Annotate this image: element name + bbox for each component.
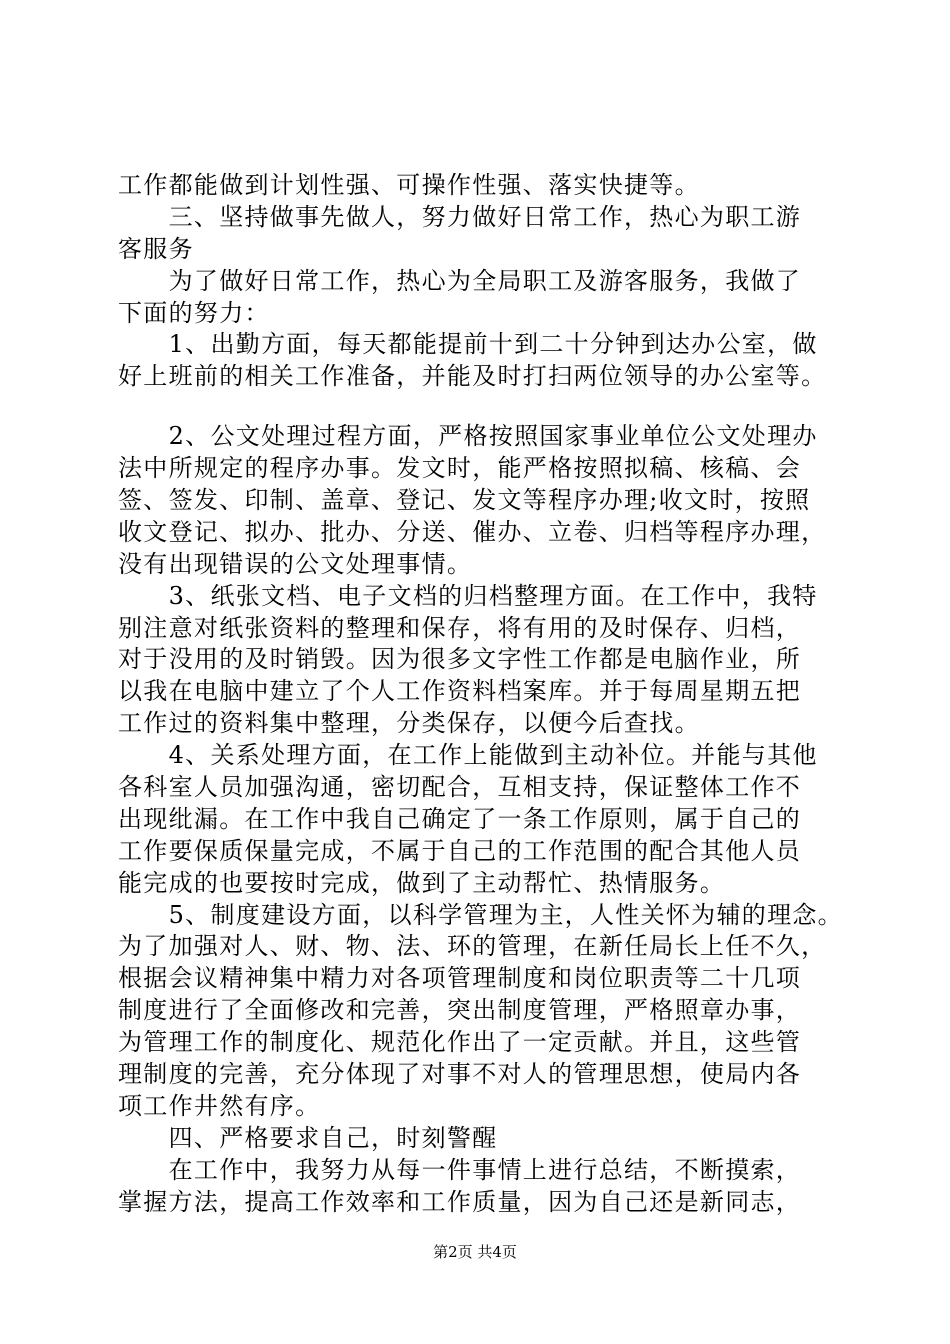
- text-line: 工作要保质保量完成，不属于自己的工作范围的配合其他人员: [118, 836, 802, 865]
- text-line: 5、制度建设方面，以科学管理为主，人性关怀为辅的理念。: [118, 900, 843, 929]
- text-line: 项工作井然有序。: [118, 1091, 321, 1120]
- text-line: 工作都能做到计划性强、可操作性强、落实快捷等。: [118, 171, 700, 199]
- text-line: 掌握方法，提高工作效率和工作质量，因为自己还是新同志，: [118, 1187, 802, 1216]
- text-line: 以我在电脑中建立了个人工作资料档案库。并于每周星期五把: [118, 677, 802, 706]
- text-line: 理制度的完善，充分体现了对事不对人的管理思想，使局内各: [118, 1060, 802, 1089]
- text-line: 为管理工作的制度化、规范化作出了一定贡献。并且，这些管: [118, 1028, 802, 1057]
- text-line: 3、纸张文档、电子文档的归档整理方面。在工作中，我特: [118, 581, 818, 610]
- text-line: 在工作中，我努力从每一件事情上进行总结，不断摸索，: [118, 1155, 802, 1184]
- section-heading: 三、坚持做事先做人，努力做好日常工作，热心为职工游: [118, 202, 802, 231]
- document-body: [118, 170, 848, 1219]
- page-number-footer: 第2页 共4页: [433, 1243, 517, 1261]
- text-line: 法中所规定的程序办事。发文时，能严格按照拟稿、核稿、会: [118, 454, 802, 483]
- text-line: 为了做好日常工作，热心为全局职工及游客服务，我做了: [118, 266, 802, 295]
- text-line: 4、关系处理方面，在工作上能做到主动补位。并能与其他: [118, 741, 818, 770]
- text-line: 为了加强对人、财、物、法、环的管理，在新任局长上任不久，: [118, 932, 827, 961]
- section-heading: 客服务: [118, 234, 194, 263]
- section-heading: 四、严格要求自己，时刻警醒: [118, 1123, 498, 1152]
- text-line: 签、签发、印制、盖章、登记、发文等程序办理;收文时，按照: [118, 486, 811, 515]
- text-line: 工作过的资料集中整理，分类保存，以便今后查找。: [118, 709, 700, 738]
- text-line: 对于没用的及时销毁。因为很多文字性工作都是电脑作业，所: [118, 645, 802, 674]
- text-line: 下面的努力：: [118, 298, 270, 327]
- text-line: 能完成的也要按时完成，做到了主动帮忙、热情服务。: [118, 868, 726, 897]
- text-line: 2、公文处理过程方面，严格按照国家事业单位公文处理办: [118, 422, 818, 451]
- text-line: 1、出勤方面，每天都能提前十到二十分钟到达办公室，做: [118, 330, 818, 359]
- text-line: 别注意对纸张资料的整理和保存，将有用的及时保存、归档，: [118, 613, 802, 642]
- text-line: 收文登记、拟办、批办、分送、催办、立卷、归档等程序办理，: [118, 517, 827, 546]
- text-line: 出现纰漏。在工作中我自己确定了一条工作原则，属于自己的: [118, 804, 802, 833]
- text-line: 制度进行了全面修改和完善，突出制度管理，严格照章办事，: [118, 996, 802, 1025]
- text-line: 好上班前的相关工作准备，并能及时打扫两位领导的办公室等。: [118, 362, 827, 391]
- text-line: 根据会议精神集中精力对各项管理制度和岗位职责等二十几项: [118, 964, 802, 993]
- text-line: 没有出现错误的公文处理事情。: [118, 549, 473, 578]
- text-line: 各科室人员加强沟通，密切配合，互相支持，保证整体工作不: [118, 773, 802, 802]
